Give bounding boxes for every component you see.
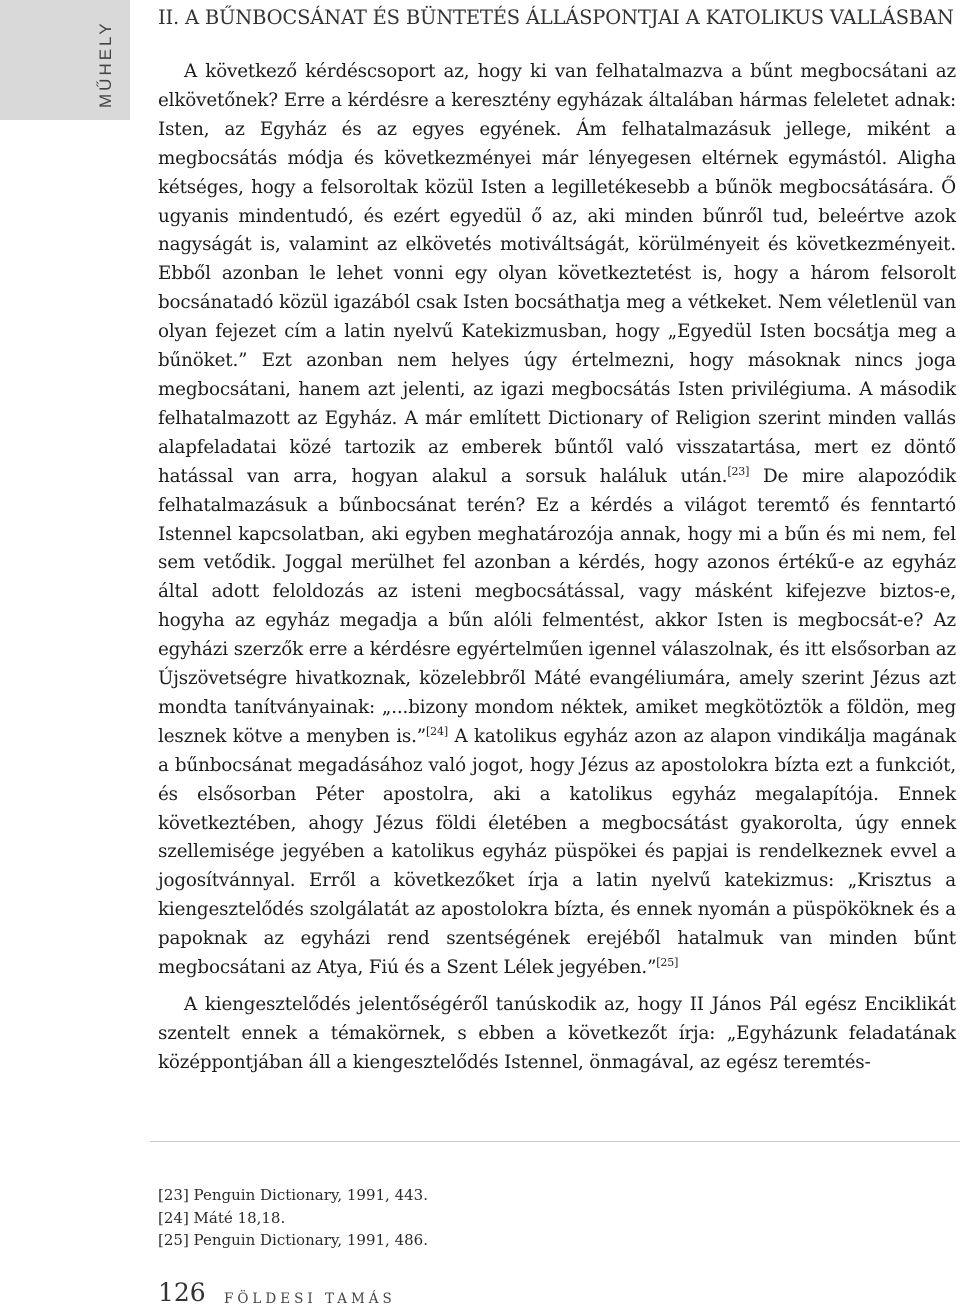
paragraph-2: A kiengesztelődés jelentőségéről tanúskodik az, hogy II János Pál egész Enciklikát szentelt ennek a témakörnek, s ebben a következőt írja: „Egyházunk feladatának középpontjában áll a kiengesztelődés Istennel, önmagával, az egész teremtés- [158, 994, 956, 1073]
footnote-ref-24: [24] [426, 724, 448, 738]
paragraph-1 [158, 58, 956, 983]
page-number: 126 [158, 1278, 206, 1307]
side-tab [0, 0, 130, 120]
section-label: MŰHELY [96, 20, 115, 108]
footnotes [158, 1184, 758, 1252]
footnote: [24] Máté 18,18. [158, 1208, 286, 1227]
paragraph-1-part-1: A következő kérdéscsoport az, hogy ki van felhatalmazva a bűnt megbocsátani az elkövetőnek? Erre a kérdésre a keresztény egyházak általában hármas feleletet adnak: Isten, az Egyház és az egyes egyének. Ám felhatalmazásuk jellege, miként a megbocsátás módja és következményei már lényegesen eltérnek egymástól. Aligha kétséges, hogy a felsoroltak közül Isten a legilletékesebb a bűnök megbocsátására. Ő ugyanis mindentudó, és ezért egyedül ő az, aki minden bűnről tud, beleértve azok nagyságát is, valamint az elkövetés motiváltságát, körülményeit és következményeit. Ebből azonban le lehet vonni egy olyan következtetést is, hogy a három felsorolt bocsánatadó közül igazából csak Isten bocsáthatja meg a vétkeket. Nem véletlenül van olyan fejezet cím a latin nyelvű Katekizmusban, hogy „Egyedül Isten bocsátja meg a bűnöket.” Ezt azonban nem helyes úgy értelmezni, hogy másoknak nincs joga megbocsátani, hanem azt jelenti, az igazi megbocsátás Isten privilégiuma. A második felhatalmazott az Egyház. A már említett Dictionary of Religion szerint minden vallás alapfeladatai közé tartozik az emberek bűntől való visszatartása, mert ez döntő hatással van arra, hogyan alakul a sorsuk haláluk után. [158, 61, 956, 487]
footnote-ref-25: [25] [656, 956, 679, 970]
paragraph-1-part-2: De mire alapozódik felhatalmazásuk a bűnbocsánat terén? Ez a kérdés a világot teremtő és fenntartó Istennel kapcsolatban, aki egyben meghatározója annak, hogy mi a bűn és mi nem, fel sem vetődik. Joggal merülhet fel azonban a kérdés, hogy azonos értékű-e az egyház által adott feloldozás az isteni megbocsátással, vagy másként kifejezve biztos-e, hogyha az egyház megadja a bűn alóli felmentést, akkor Isten is megbocsát-e? Az egyházi szerzők erre a kérdésre egyértelműen igennel válaszolnak, és itt elsősorban az Újszövetségre hivatkoznak, közelebbről Máté evangéliumára, amely szerint Jézus azt mondta tanítványainak: „...bizony mondom néktek, amiket megkötöztök a földön, meg lesznek kötve a menyben is.” [158, 465, 956, 747]
author-name: FÖLDESI TAMÁS [224, 1291, 396, 1307]
footnote: [23] Penguin Dictionary, 1991, 443. [158, 1186, 428, 1204]
body-text [158, 58, 956, 1078]
footnote-divider [150, 1141, 960, 1142]
footnote: [25] Penguin Dictionary, 1991, 486. [158, 1231, 428, 1249]
paragraph-1-part-3: A katolikus egyház azon az alapon vindikálja magának a bűnbocsánat megadásához való jogot, hogy Jézus az apostolokra bízta ezt a funkciót, és elsősorban Péter apostolra, aki a katolikus egyház megalapítója. Ennek következtében, ahogy Jézus földi életében a megbocsátást gyakorolta, úgy ennek szellemisége jegyében a katolikus egyház püspökei és papjai is rendelkeznek evvel a jogosítvánnyal. Erről a következőket írja a latin nyelvű katekizmus: „Krisztus a kiengesztelődés szolgálatát az apostolokra bízta, és ennek nyomán a püspököknek és a papoknak az egyházi rend szentségének erejéből hatalmuk van minden bűnt megbocsátani az Atya, Fiú és a Szent Lélek jegyében.” [158, 725, 956, 979]
chapter-header: II. A BŰNBOCSÁNAT ÉS BÜNTETÉS ÁLLÁSPONTJAI A KATOLIKUS VALLÁSBAN [158, 6, 954, 29]
footnote-ref-23: [23] [727, 464, 750, 478]
